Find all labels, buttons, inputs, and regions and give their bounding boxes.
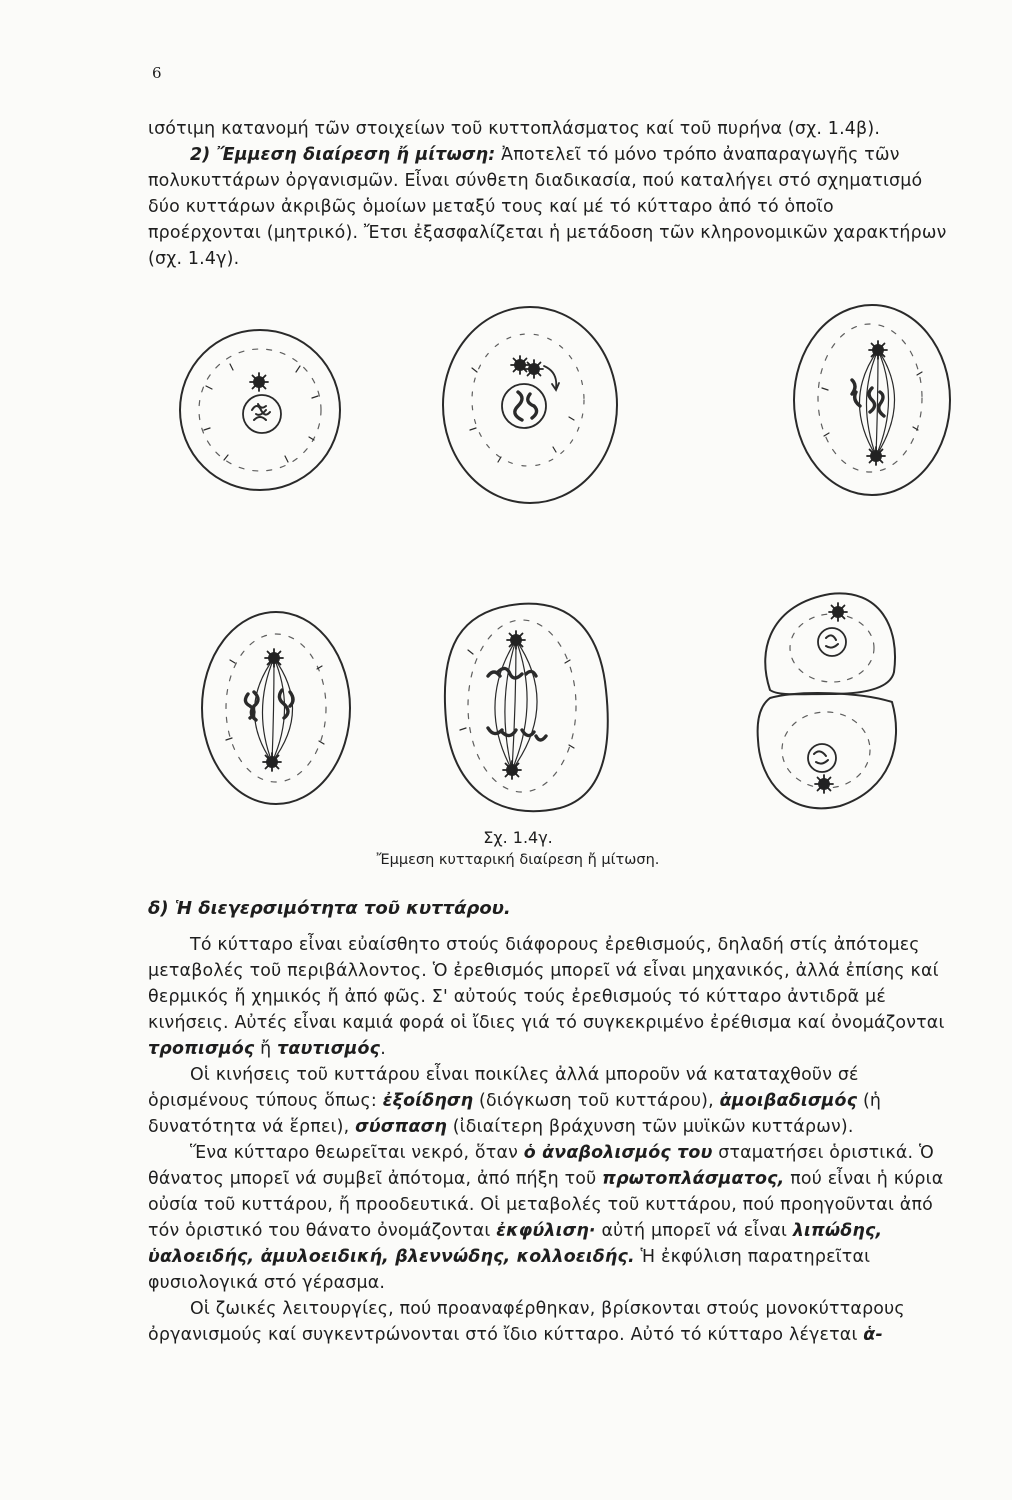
term-contraction: σύσπαση [355, 1117, 447, 1137]
cell-interphase [180, 330, 340, 490]
intro-line: ισότιμη κατανομή τῶν στοιχείων τοῦ κυττοπλάσματος καί τοῦ πυρήνα (σχ. 1.4β). [148, 119, 881, 139]
p2-text-a: Οἱ κινήσεις τοῦ κυττάρου εἶναι ποικίλες ἀλλά μποροῦν νά καταταχθοῦν σέ ὁρισμένους τύπους ὅπως: [148, 1065, 859, 1111]
p1-text-d: . [380, 1039, 386, 1059]
mitosis-text: Ἀποτελεῖ τό μόνο τρόπο ἀναπαραγωγῆς τῶν πολυκυττάρων ὀργανισμῶν. Εἶναι σύνθετη διαδικασία, πού καταλήγει στό σχηματισμό δύο κυττάρων ἀκριβῶς ὁμοίων μεταξύ τους καί μέ τό κύτταρο ἀπό τό ὁποῖο προέρχονται (μητρικό). Ἔτσι ἐξασφαλίζεται ἡ μετάδοση τῶν κληρονομικῶν χαρακτήρων (σχ. 1.4γ). [148, 145, 947, 269]
p3-text-f: Ἡ ἐκφύλιση παρατηρεῖται φυσιολογικά στό γέρασμα. [148, 1247, 871, 1293]
movements-paragraph [148, 1062, 948, 1140]
p3-text-d: πού εἶναι ἡ κύρια οὐσία τοῦ κυττάρου, ἤ προοδευτικά. Οἱ μεταβολές τοῦ κυττάρου, πού προηγοῦνται ἀπό τόν ὁριστικό του θάνατο ὀνομάζονται [148, 1169, 944, 1241]
p3-text-a: Ἕνα κύτταρο θεωρεῖται νεκρό, ὅταν [190, 1143, 524, 1163]
excitability-paragraph [148, 932, 948, 1062]
term-tropism: τροπισμός [148, 1039, 255, 1059]
p3-text-c: σταματήσει ὁριστικά. Ὁ θάνατος μπορεῖ νά συμβεῖ ἀπότομα, ἀπό πήξη τοῦ [148, 1143, 934, 1189]
mitosis-paragraph [148, 142, 948, 272]
mitosis-title: 2) Ἔμμεση διαίρεση ἤ μίτωση: [190, 145, 496, 165]
cell-metaphase-plate [202, 612, 350, 804]
page-number: 6 [152, 64, 162, 82]
p2-text-d: (ἡ δυνατότητα νά ἕρπει), [148, 1091, 882, 1137]
p2-text-e: (ἰδιαίτερη βράχυνση τῶν μυϊκῶν κυττάρων). [446, 1117, 854, 1137]
term-swelling: ἐξοίδηση [382, 1091, 474, 1111]
cell-prophase [443, 307, 617, 503]
p3-text-e: αὐτή μπορεῖ νά εἶναι [595, 1221, 793, 1241]
term-taxis: ταυτισμός [277, 1039, 381, 1059]
term-degeneration: ἐκφύλιση· [496, 1221, 596, 1241]
death-paragraph [148, 1140, 948, 1296]
p1-text-c: ἤ [254, 1039, 278, 1059]
cell-metaphase [794, 305, 950, 495]
term-amoeboid: ἀμοιβαδισμός [719, 1091, 858, 1111]
cell-anaphase [445, 604, 608, 812]
section-heading: δ) Ἡ διεγερσιμότητα τοῦ κυττάρου. [148, 898, 511, 919]
figure-label: Σχ. 1.4γ. [483, 828, 553, 847]
p1-text-a: Τό κύτταρο εἶναι εὐαίσθητο στούς διάφορους ἐρεθισμούς, δηλαδή στίς ἀπότομες μεταβολές τοῦ περιβάλλοντος. Ὁ ἐρεθισμός μπορεῖ νά εἶναι μηχανικός, ἀλλά ἐπίσης καί θερμικός ἤ χημικός ἤ ἀπό φῶς. Σ' αὐτούς τούς ἐρεθισμούς τό κύτταρο ἀντιδρᾶ μέ κινήσεις. Αὐτές εἶναι καμιά φορά οἱ ἴδιες γιά τό συγκεκριμένο ἐρέθισμα καί ὀνομάζονται [148, 935, 945, 1033]
term-protoplasm: πρωτοπλάσματος, [602, 1169, 785, 1189]
p2-text-c: (διόγκωση τοῦ κυττάρου), [473, 1091, 720, 1111]
cell-telophase [758, 593, 896, 808]
figure-caption: Ἔμμεση κυτταρική διαίρεση ἤ μίτωση. [376, 852, 660, 868]
intro-text [148, 116, 948, 272]
section-body [148, 932, 948, 1348]
functions-paragraph [148, 1296, 948, 1348]
term-continued: ἁ- [863, 1325, 883, 1345]
p4-text-a: Οἱ ζωικές λειτουργίες, πού προαναφέρθηκαν, βρίσκονται στούς μονοκύτταρους ὀργανισμούς καί συγκεντρώνονται στό ἴδιο κύτταρο. Αὐτό τό κύτταρο λέγεται [148, 1299, 905, 1345]
term-anabolism: ὁ ἀναβολισμός του [523, 1143, 713, 1163]
term-degeneration-types: λιπώδης, ὑαλοειδής, ἀμυλοειδική, βλεννώδης, κολλοειδής. [148, 1221, 883, 1267]
